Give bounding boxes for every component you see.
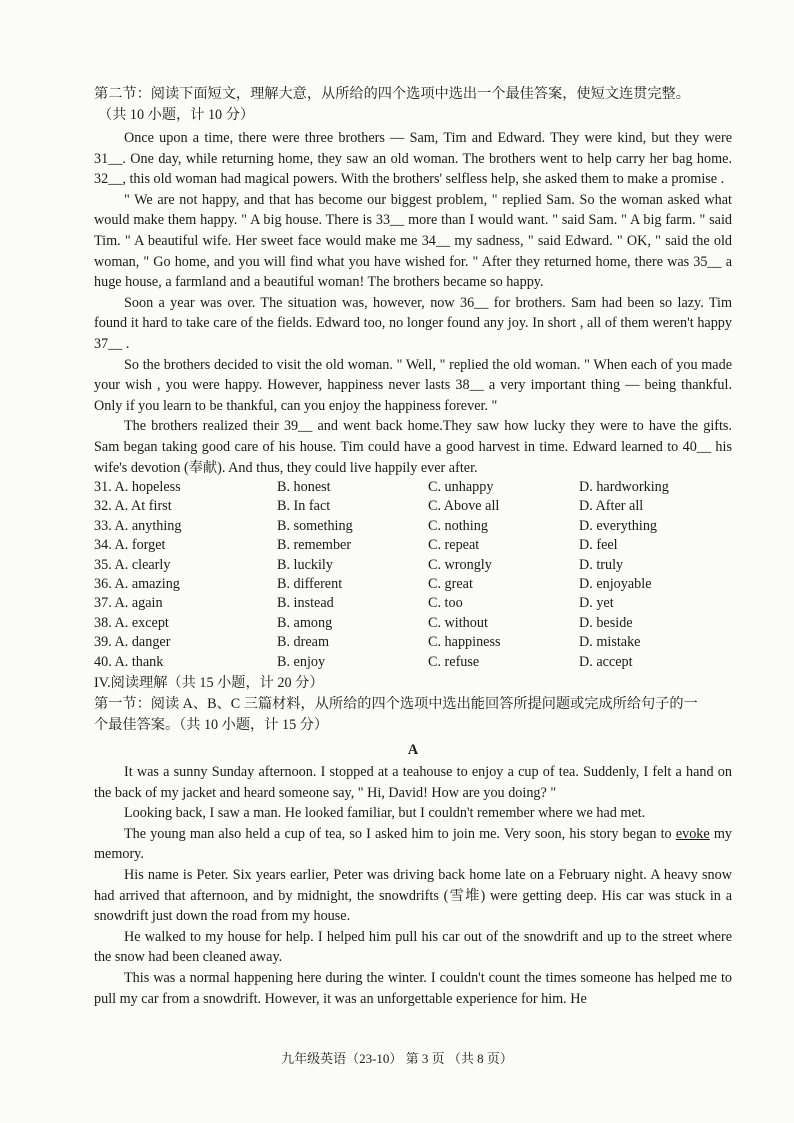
cloze-paragraph: Once upon a time, there were three brothers — Sam, Tim and Edward. They were kind, but they were 31__. One day, while returning home, they saw an old woman. The brothers went to help carry her bag home. 32__, this old woman had magical powers. With the brothers' selfless help, she asked them to make a promise . <box>94 130 732 188</box>
passage-label: A <box>407 742 419 758</box>
option-a: 36. A. amazing <box>94 576 180 593</box>
option-a: 33. A. anything <box>94 517 182 534</box>
option-c: C. too <box>428 595 463 612</box>
option-d: D. hardworking <box>579 479 669 496</box>
option-row <box>94 575 732 594</box>
option-d: D. enjoyable <box>579 576 652 593</box>
option-c: C. repeat <box>428 537 480 554</box>
part4-title: IV.阅读理解（共 15 小题，计 20 分） <box>94 675 324 691</box>
cloze-paragraph: So the brothers decided to visit the old woman. " Well, " replied the old woman. " When each of you made your wish , you were happy. However, happiness never lasts 38__ a very important thing — being thankful. Only if you learn to be thankful, can you enjoy the happiness forever. " <box>94 356 732 414</box>
option-c: C. Above all <box>428 498 500 515</box>
option-a: 38. A. except <box>94 614 169 631</box>
passage-paragraph: This was a normal happening here during the winter. I couldn't count the times someone has helped me to pull my car from a snowdrift. However, it was an unforgettable experience for him. He <box>94 969 732 1007</box>
page-footer: 九年级英语（23-10） 第 3 页 （共 8 页） <box>281 1051 513 1066</box>
option-b: B. honest <box>277 479 331 496</box>
option-b: B. luckily <box>277 556 333 573</box>
option-row <box>94 536 732 555</box>
option-row <box>94 556 732 575</box>
option-b: B. different <box>277 576 343 593</box>
cloze-paragraph: Soon a year was over. The situation was, however, now 36__ for brothers. Sam had been so lazy. Tim found it hard to take care of the fields. Edward too, no longer found any joy. In short , all of them weren't happy 37__ . <box>94 294 732 352</box>
option-b: B. remember <box>277 537 352 554</box>
option-d: D. accept <box>579 653 633 670</box>
option-c: C. great <box>428 576 473 593</box>
option-d: D. yet <box>579 595 614 612</box>
option-a: 37. A. again <box>94 595 163 612</box>
option-b: B. something <box>277 517 353 534</box>
part4-section1-line1: 第一节：阅读 A、B、C 三篇材料，从所给的四个选项中选出能回答所提问题或完成所给句子的一 <box>94 696 698 712</box>
option-d: D. beside <box>579 614 633 631</box>
cloze-passage <box>94 128 732 478</box>
option-d: D. truly <box>579 556 624 573</box>
passage-a <box>94 762 732 1009</box>
cloze-paragraph: " We are not happy, and that has become our biggest problem, " replied Sam. So the woman asked what would make them happy. " A big house. There is 33__ more than I would want. " said Sam. " A big farm. " said Tim. " A beautiful wife. Her sweet face would make me 34__ my sadness, " said Edward. " OK, " said the old woman, " Go home, and you will find what you have wished for. " After they returned home, there was 35__ a huge house, a farmland and a beautiful woman! The brothers became so happy. <box>94 191 732 291</box>
section2-instruction-line2: （共 10 小题，计 10 分） <box>98 107 255 123</box>
option-a: 32. A. At first <box>94 498 172 515</box>
cloze-options <box>94 478 732 672</box>
option-row <box>94 653 732 672</box>
section2-instruction-line1: 第二节：阅读下面短文，理解大意，从所给的四个选项中选出一个最佳答案，使短文连贯完整。 <box>94 86 690 102</box>
passage-paragraph: He walked to my house for help. I helped him pull his car out of the snowdrift and up to the street where the snow had been cleaned away. <box>94 928 732 966</box>
option-row <box>94 517 732 536</box>
option-a: 39. A. danger <box>94 634 171 651</box>
option-a: 35. A. clearly <box>94 556 171 573</box>
option-c: C. happiness <box>428 634 501 651</box>
part4-section1-line2: 个最佳答案。（共 10 小题，计 15 分） <box>94 717 329 733</box>
option-c: C. refuse <box>428 653 480 670</box>
option-b: B. dream <box>277 634 330 651</box>
option-a: 31. A. hopeless <box>94 479 181 496</box>
option-c: C. wrongly <box>428 556 492 573</box>
passage-paragraph: Looking back, I saw a man. He looked familiar, but I couldn't remember where we had met. <box>124 805 646 822</box>
option-d: D. After all <box>579 498 644 515</box>
option-row <box>94 478 732 497</box>
option-b: B. instead <box>277 595 334 612</box>
passage-paragraph: It was a sunny Sunday afternoon. I stopped at a teahouse to enjoy a cup of tea. Suddenly, I felt a hand on the back of my jacket and heard someone say, " Hi, David! How are you doing? " <box>94 764 732 801</box>
underlined-word: evoke <box>675 825 710 842</box>
option-a: 34. A. forget <box>94 537 166 554</box>
option-a: 40. A. thank <box>94 653 164 670</box>
passage-paragraph: The young man also held a cup of tea, so I asked him to join me. Very soon, his story began to evoke my memory. <box>94 825 732 863</box>
option-c: C. unhappy <box>428 479 494 496</box>
option-c: C. nothing <box>428 517 488 534</box>
option-row <box>94 497 732 516</box>
option-b: B. enjoy <box>277 653 326 670</box>
passage-paragraph: His name is Peter. Six years earlier, Peter was driving back home late on a February night. A heavy snow had arrived that afternoon, and by midnight, the snowdrifts (雪堆) were getting deep. His car was stuck in a snowdrift just down the road from my house. <box>94 866 732 925</box>
option-row <box>94 633 732 652</box>
option-b: B. In fact <box>277 498 331 515</box>
cloze-paragraph: The brothers realized their 39__ and went back home.They saw how lucky they were to have the gifts. Sam began taking good care of his house. Tim could have a good harvest in time. Edward learned to 40__ his wife's devotion (奉献). And thus, they could live happily ever after. <box>94 418 732 476</box>
option-row <box>94 594 732 613</box>
option-d: D. everything <box>579 517 658 534</box>
option-b: B. among <box>277 614 333 631</box>
option-d: D. feel <box>579 537 618 554</box>
option-row <box>94 614 732 633</box>
option-c: C. without <box>428 614 488 631</box>
option-d: D. mistake <box>579 634 641 651</box>
